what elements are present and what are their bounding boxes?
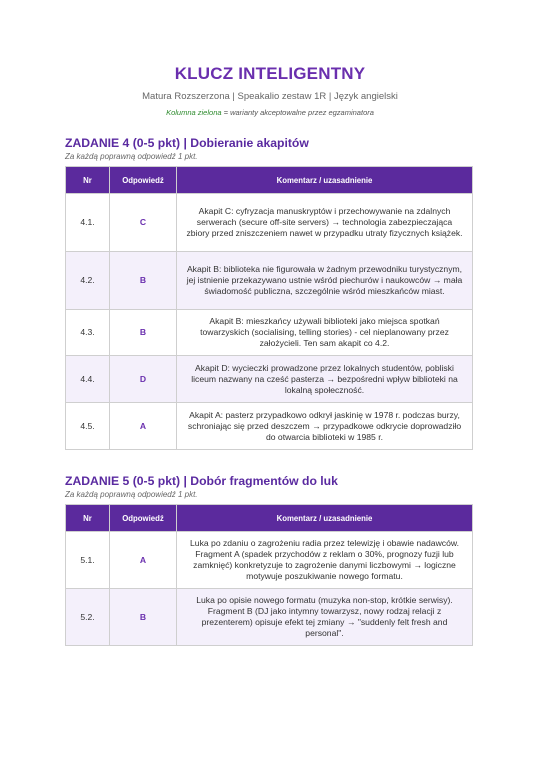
row-answer: D: [110, 356, 177, 403]
row-comment: Luka po opisie nowego formatu (muzyka non-stop, krótkie serwisy). Fragment B (DJ jako intymny towarzysz, nowy rodzaj relacji z prezenterem) opisuje efekt tej zmiany → "suddenly felt fresh and personal".: [177, 589, 473, 646]
task4-table: [65, 166, 473, 450]
legend-note-text: = warianty akceptowalne przez egzaminatora: [221, 108, 374, 117]
row-comment: Akapit C: cyfryzacja manuskryptów i przechowywanie na zdalnych serwerach (secure off-site servers) → technologia zabezpieczająca zbiory przed zniszczeniem nawet w przypadku utraty fizycznych książek.: [177, 194, 473, 252]
row-nr: 4.2.: [66, 252, 110, 310]
task4-title: ZADANIE 4 (0-5 pkt) | Dobieranie akapitów: [65, 136, 309, 150]
table-row: [66, 403, 473, 450]
row-comment: Akapit B: biblioteka nie figurowała w żadnym przewodniku turystycznym, jej istnienie przekazywano ustnie wśród piechurów i naukowców → mała świadomość publiczna, szczególnie wśród mieszkańców miast.: [177, 252, 473, 310]
col-header-answer: Odpowiedź: [110, 505, 177, 532]
row-answer: B: [110, 589, 177, 646]
row-answer: A: [110, 403, 177, 450]
col-header-comment: Komentarz / uzasadnienie: [177, 505, 473, 532]
col-header-answer: Odpowiedź: [110, 167, 177, 194]
row-answer: B: [110, 310, 177, 356]
row-nr: 4.1.: [66, 194, 110, 252]
table-row: [66, 589, 473, 646]
row-nr: 4.3.: [66, 310, 110, 356]
task5-header-row: [66, 505, 473, 532]
task4-header-row: [66, 167, 473, 194]
task5-subtitle: Za każdą poprawną odpowiedź 1 pkt.: [65, 490, 198, 499]
page-title: KLUCZ INTELIGENTNY: [174, 64, 366, 83]
row-comment: Akapit A: pasterz przypadkowo odkrył jaskinię w 1978 r. podczas burzy, schroniając się przed deszczem → przypadkowe odkrycie doprowadziło do otwarcia biblioteki w 1985 r.: [177, 403, 473, 450]
row-comment: Luka po zdaniu o zagrożeniu radia przez telewizję i obawie nadawców. Fragment A (spadek przychodów z reklam o 30%, prognozy fuzji lub zamknięć) konkretyzuje to zagrożenie danymi liczbowymi → logiczne motywuje poszukiwanie nowego formatu.: [177, 532, 473, 589]
row-comment: Akapit B: mieszkańcy używali biblioteki jako miejsca spotkań towarzyskich (socialising, telling stories) - cel nieplanowany przez założycieli. Ten sam akapit co 4.2.: [177, 310, 473, 356]
row-nr: 5.2.: [66, 589, 110, 646]
row-answer: C: [110, 194, 177, 252]
page-subtitle: Matura Rozszerzona | Speakalio zestaw 1R | Język angielski: [142, 91, 398, 102]
table-row: [66, 310, 473, 356]
task5-table: [65, 504, 473, 646]
col-header-comment: Komentarz / uzasadnienie: [177, 167, 473, 194]
row-nr: 5.1.: [66, 532, 110, 589]
row-comment: Akapit D: wycieczki prowadzone przez lokalnych studentów, pobliski liceum nazwany na cześć pasterza → bezpośredni wpływ biblioteki na lokalną społeczność.: [177, 356, 473, 403]
row-answer: A: [110, 532, 177, 589]
table-row: [66, 252, 473, 310]
row-answer: B: [110, 252, 177, 310]
task5-title: ZADANIE 5 (0-5 pkt) | Dobór fragmentów do luk: [65, 474, 338, 488]
table-row: [66, 356, 473, 403]
task4-subtitle: Za każdą poprawną odpowiedź 1 pkt.: [65, 152, 198, 161]
table-row: [66, 532, 473, 589]
legend-note: [0, 108, 540, 117]
col-header-nr: Nr: [66, 505, 110, 532]
row-nr: 4.5.: [66, 403, 110, 450]
table-row: [66, 194, 473, 252]
legend-note-green: Kolumna zielona: [166, 108, 222, 117]
row-nr: 4.4.: [66, 356, 110, 403]
col-header-nr: Nr: [66, 167, 110, 194]
